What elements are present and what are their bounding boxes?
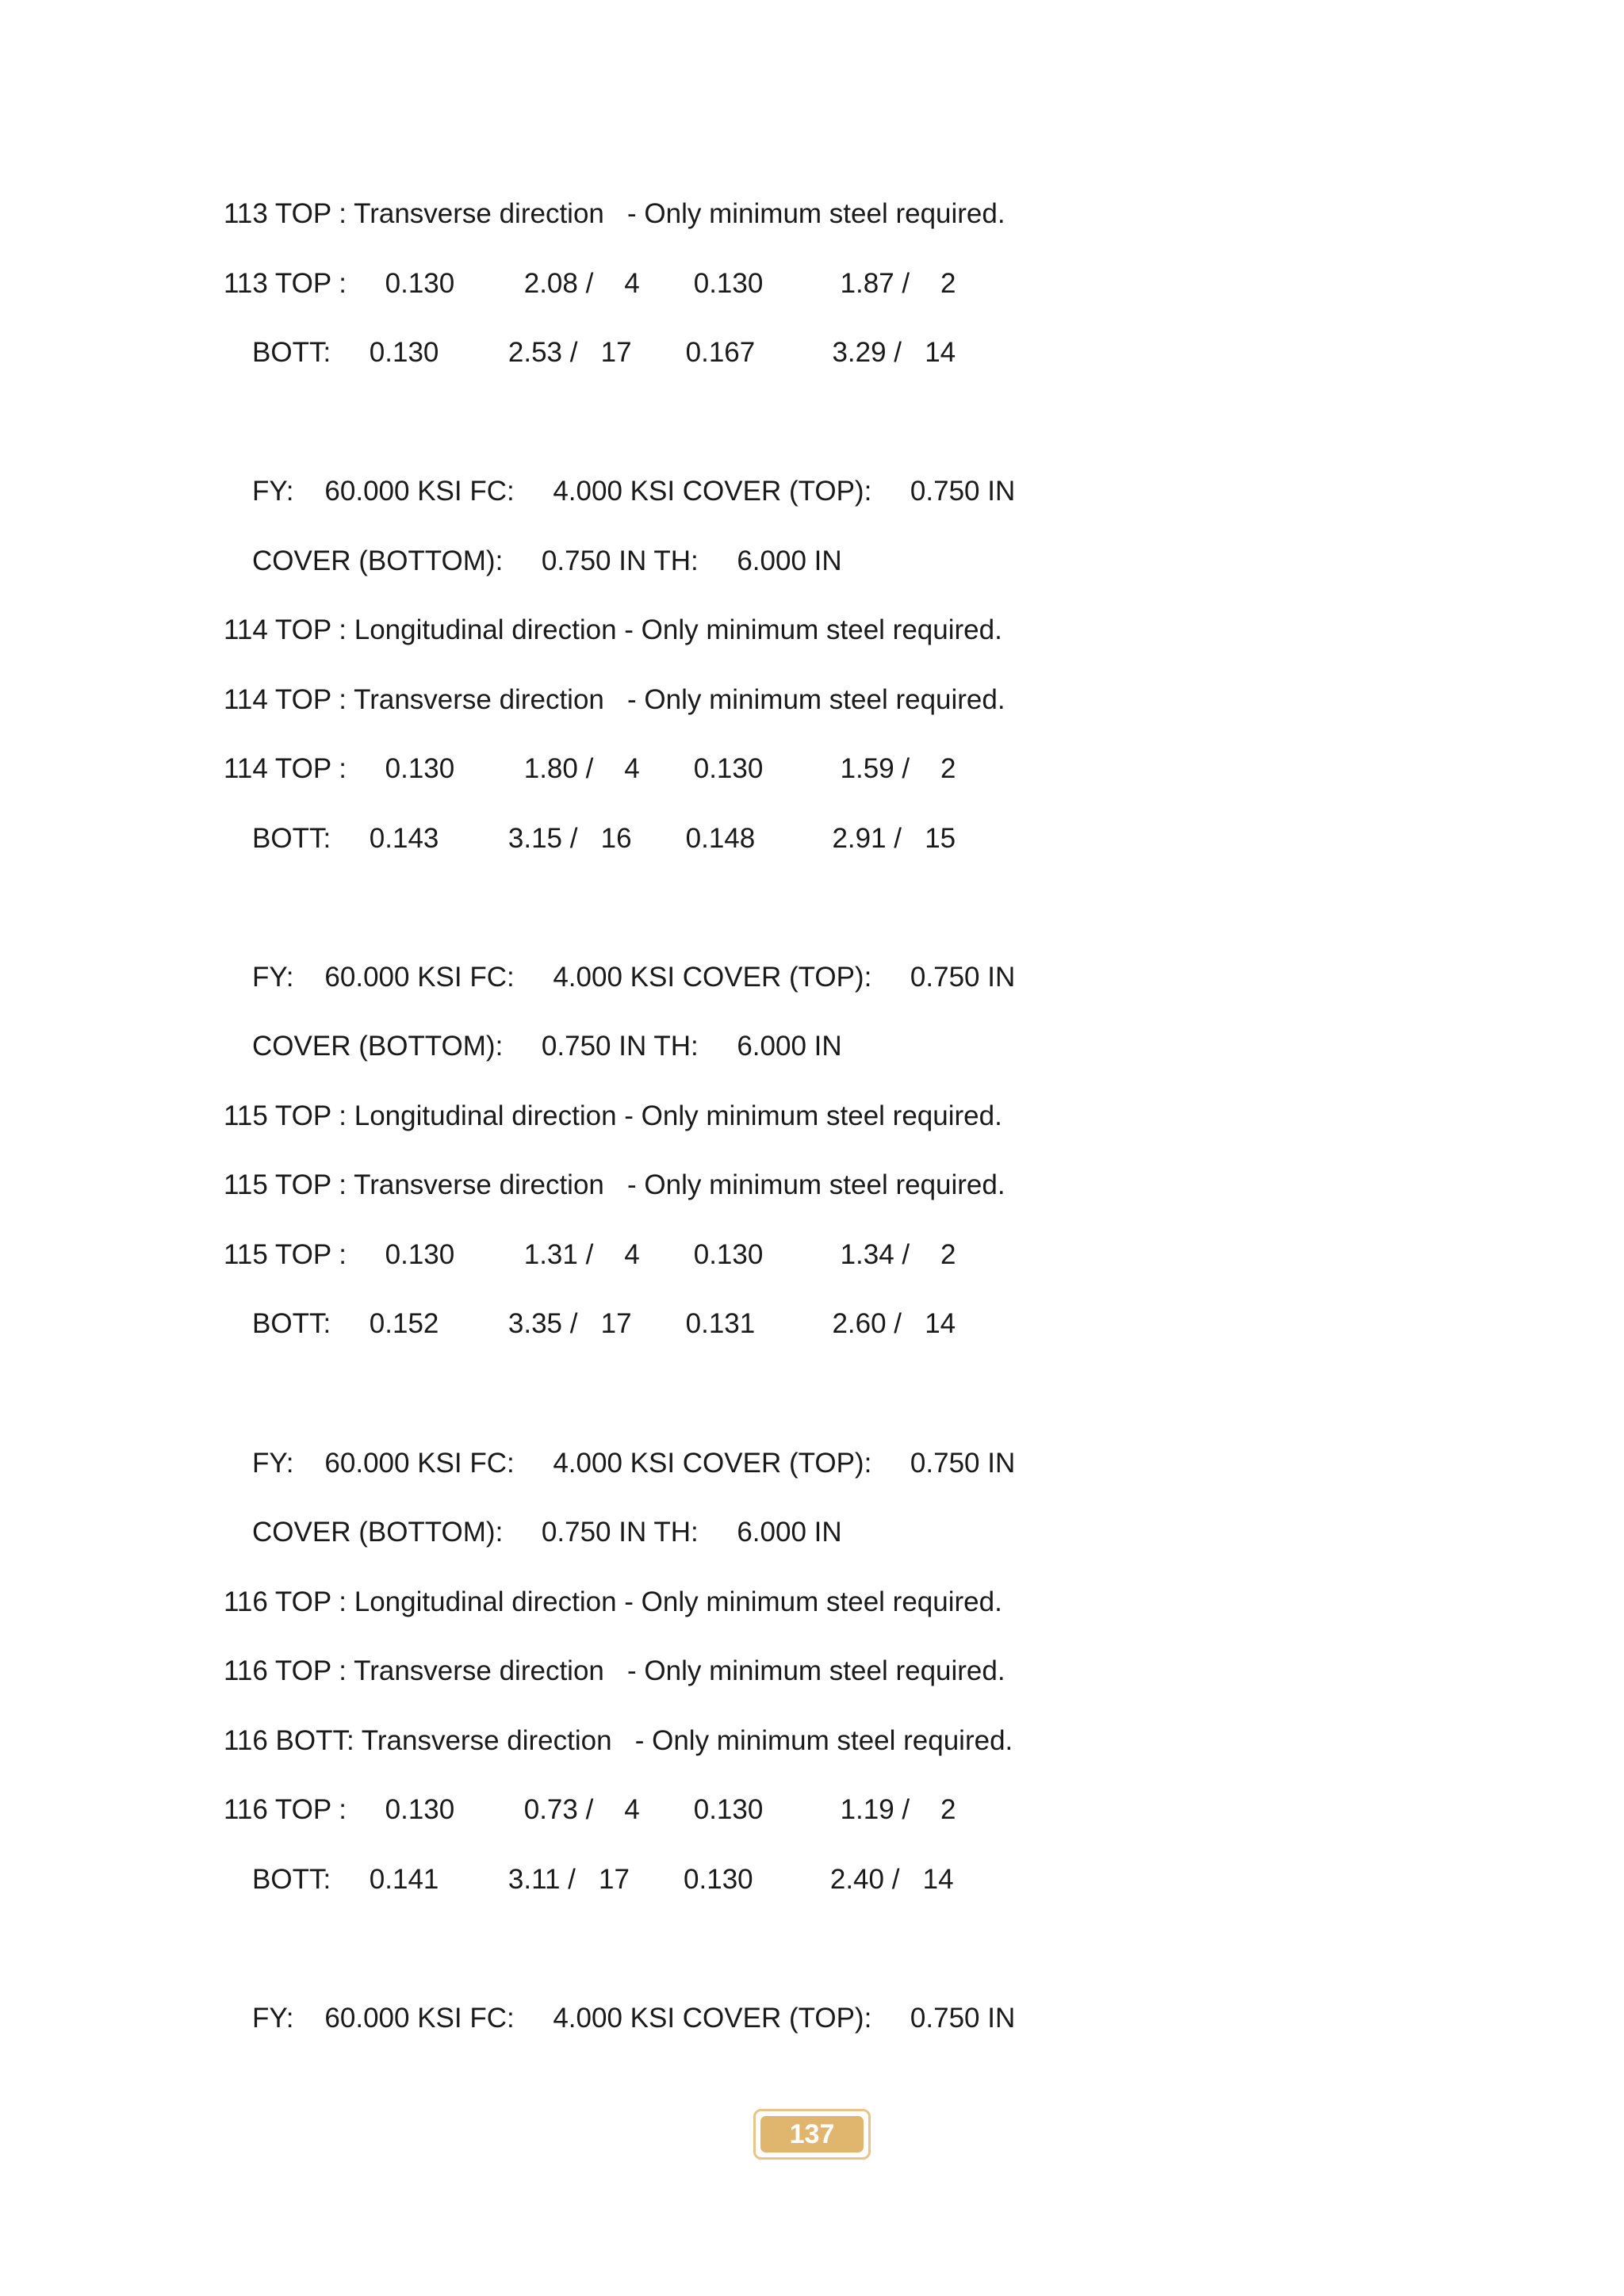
page-number-badge: [753, 2109, 871, 2160]
text-line: 115 TOP : Longitudinal direction - Only minimum steel required.: [224, 1100, 1002, 1131]
text-line: COVER (BOTTOM): 0.750 IN TH: 6.000 IN: [252, 1517, 842, 1548]
text-line: FY: 60.000 KSI FC: 4.000 KSI COVER (TOP): 0.750 IN: [252, 476, 1016, 507]
text-line: BOTT: 0.152 3.35 / 17 0.131 2.60 / 14: [252, 1308, 956, 1339]
text-line: BOTT: 0.143 3.15 / 16 0.148 2.91 / 15: [252, 823, 956, 854]
text-line: 113 TOP : 0.130 2.08 / 4 0.130 1.87 / 2: [224, 268, 956, 299]
text-line: FY: 60.000 KSI FC: 4.000 KSI COVER (TOP): 0.750 IN: [252, 2003, 1016, 2034]
text-line: 116 BOTT: Transverse direction - Only minimum steel required.: [224, 1725, 1013, 1756]
text-line: FY: 60.000 KSI FC: 4.000 KSI COVER (TOP): 0.750 IN: [252, 962, 1016, 993]
text-line: FY: 60.000 KSI FC: 4.000 KSI COVER (TOP): 0.750 IN: [252, 1448, 1016, 1479]
text-line: BOTT: 0.141 3.11 / 17 0.130 2.40 / 14: [252, 1864, 954, 1895]
text-line: 114 TOP : Longitudinal direction - Only minimum steel required.: [224, 614, 1002, 645]
text-line: 113 TOP : Transverse direction - Only minimum steel required.: [224, 198, 1005, 229]
text-line: COVER (BOTTOM): 0.750 IN TH: 6.000 IN: [252, 1031, 842, 1062]
text-line: 115 TOP : Transverse direction - Only minimum steel required.: [224, 1169, 1005, 1200]
text-line: 116 TOP : 0.130 0.73 / 4 0.130 1.19 / 2: [224, 1794, 956, 1825]
text-line: 114 TOP : 0.130 1.80 / 4 0.130 1.59 / 2: [224, 753, 956, 784]
text-line: 115 TOP : 0.130 1.31 / 4 0.130 1.34 / 2: [224, 1239, 956, 1270]
page-number: 137: [760, 2116, 864, 2152]
text-line: 116 TOP : Longitudinal direction - Only minimum steel required.: [224, 1586, 1002, 1617]
text-line: 116 TOP : Transverse direction - Only minimum steel required.: [224, 1655, 1005, 1686]
text-line: COVER (BOTTOM): 0.750 IN TH: 6.000 IN: [252, 545, 842, 576]
text-line: 114 TOP : Transverse direction - Only minimum steel required.: [224, 684, 1005, 715]
text-line: BOTT: 0.130 2.53 / 17 0.167 3.29 / 14: [252, 337, 956, 368]
